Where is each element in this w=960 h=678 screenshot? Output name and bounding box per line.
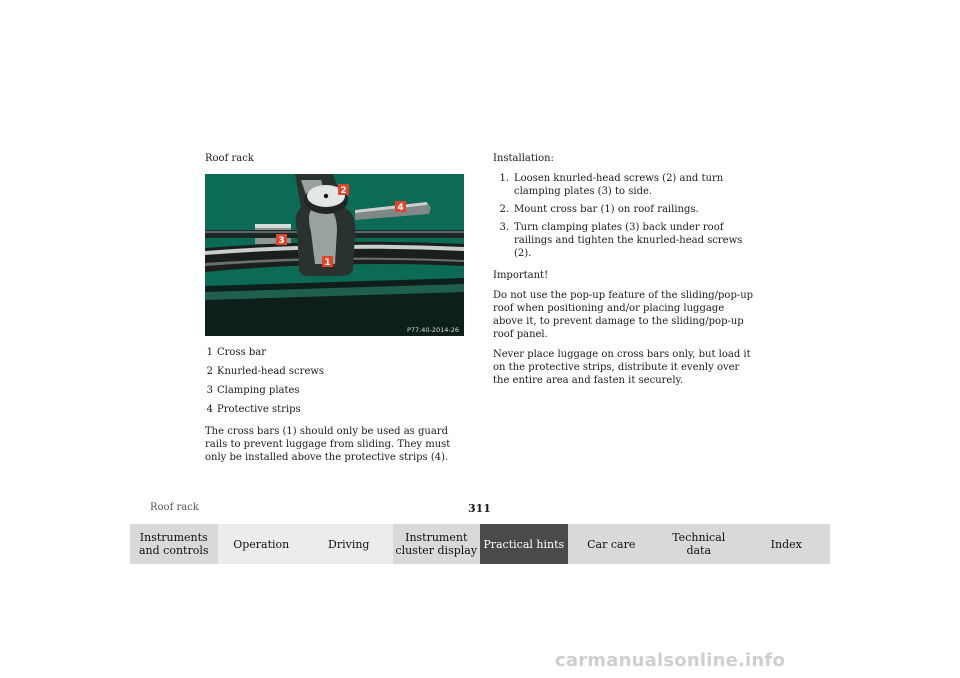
step-item: 1. Loosen knurled-head screws (2) and turn clamping plates (3) to side. [499, 173, 724, 197]
legend-item: 3 Clamping plates [206, 385, 300, 396]
step-item: 2. Mount cross bar (1) on roof railings. [499, 204, 699, 215]
closing-text: Never place luggage on cross bars only, but load it on the protective strips, distribute it evenly over the entire area and fasten it securely. [493, 349, 751, 386]
step-item: 3. Turn clamping plates (3) back under roof railings and tighten the knurled-head screws (2). [499, 222, 743, 259]
important-heading: Important! [493, 270, 549, 281]
tab-practical-hints[interactable]: Practical hints [480, 524, 568, 564]
section-title: Roof rack [205, 153, 254, 164]
tab-driving[interactable]: Driving [305, 524, 393, 564]
callout-2: 2 [340, 186, 347, 196]
tab-car-care[interactable]: Car care [568, 524, 656, 564]
legend-item: 2 Knurled-head screws [206, 366, 325, 377]
page-number: 311 [468, 502, 491, 515]
callout-1: 1 [324, 258, 331, 268]
watermark: carmanualsonline.info [555, 650, 786, 671]
callout-4: 4 [397, 203, 404, 213]
tab-instruments-and-controls[interactable]: Instruments and controls [130, 524, 218, 564]
tab-index[interactable]: Index [743, 524, 831, 564]
tab-technical-data[interactable]: Technical data [655, 524, 743, 564]
footer-section-label: Roof rack [150, 502, 199, 513]
chapter-nav-bar [130, 524, 830, 564]
legend-item: 4 Protective strips [206, 404, 301, 415]
guard-rail-paragraph: The cross bars (1) should only be used as guard rails to prevent luggage from sliding. They must only be installed above the protective strips (4). [205, 426, 451, 463]
important-text: Do not use the pop-up feature of the sliding/pop-up roof when positioning and/or placing luggage above it, to prevent damage to the sliding/pop-up roof panel. [493, 290, 754, 340]
left-column [205, 152, 470, 471]
right-column [493, 152, 755, 394]
tab-operation[interactable]: Operation [218, 524, 306, 564]
callout-3: 3 [278, 236, 285, 246]
installation-steps [493, 172, 755, 260]
tab-instrument-cluster-display[interactable]: Instrument cluster display [393, 524, 481, 564]
legend-item: 1 Cross bar [206, 347, 267, 358]
installation-heading: Installation: [493, 153, 554, 164]
figure-code: P77.40-2014-26 [406, 326, 459, 334]
legend-list [205, 346, 470, 422]
roof-rack-illustration [205, 174, 464, 336]
